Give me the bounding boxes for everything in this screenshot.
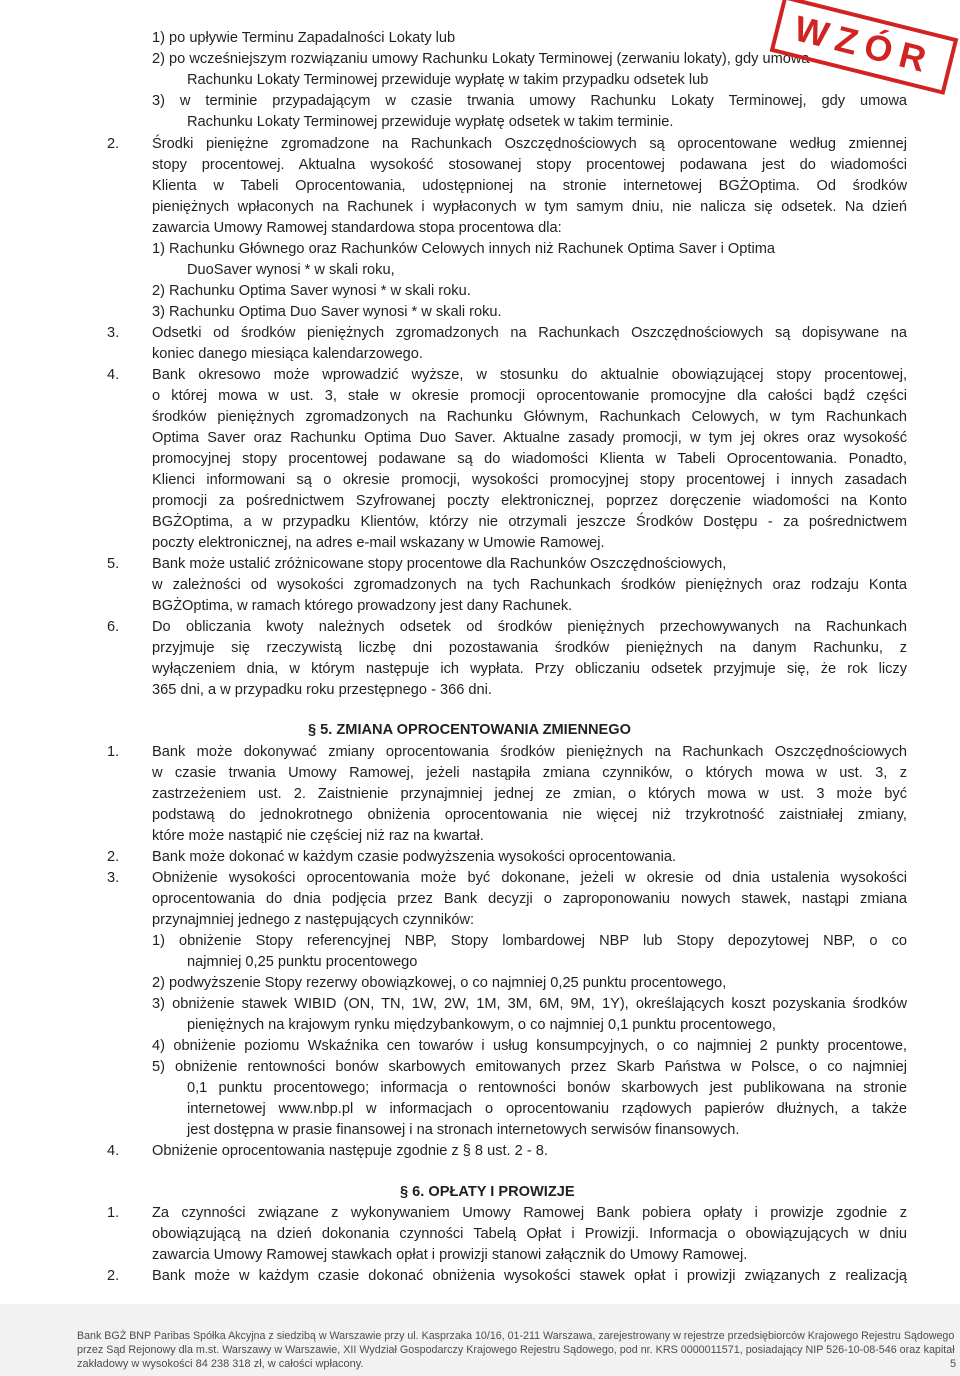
paragraph-line: które może nastąpić nie częściej niż raz na kwartał. [152, 828, 484, 844]
paragraph-line: w czasie trwania Umowy Ramowej, jeżeli nastąpiła zmiana czynników, o których mowa w ust. 3, z [152, 765, 907, 781]
paragraph-number: 4. [107, 1143, 120, 1159]
paragraph-line: Bank może dokonać w każdym czasie podwyższenia wysokości oprocentowania. [152, 849, 677, 865]
paragraph-line: zawarcia Umowy Ramowej stawkach opłat i prowizji stanowi załącznik do Umowy Ramowej. [152, 1247, 748, 1263]
paragraph-line: Odsetki od środków pieniężnych zgromadzonych na Rachunkach Oszczędnościowych są dopisywane na [152, 325, 907, 341]
list-item-continuation: jest dostępna w prasie finansowej i na stronach internetowych serwisów finansowych. [187, 1122, 740, 1138]
list-item: 1) obniżenie Stopy referencyjnej NBP, Stopy lombardowej NBP lub Stopy depozytowej NBP, o co [152, 933, 907, 949]
list-item-continuation: pieniężnych na krajowym rynku międzybankowym, o co najmniej 0,1 punktu procentowego, [187, 1017, 776, 1033]
paragraph-number: 2. [107, 136, 120, 152]
paragraph-line: zawarcia Umowy Ramowej standardowa stopa procentowa dla: [152, 220, 562, 236]
paragraph-number: 1. [107, 744, 120, 760]
paragraph-line: 365 dni, a w przypadku roku przestępnego - 366 dni. [152, 682, 492, 698]
paragraph-number: 3. [107, 870, 120, 886]
list-item: 1) po upływie Terminu Zapadalności Lokaty lub [152, 30, 456, 46]
paragraph-line: oprocentowania do dnia podjęcia przez Bank decyzji o zaproponowaniu nowych stawek, nastąpi zmiana [152, 891, 907, 907]
list-item-continuation: internetowej www.nbp.pl w informacjach o oprocentowaniu rządowych papierów dłużnych, a także [187, 1101, 907, 1117]
paragraph-number: 2. [107, 1268, 120, 1284]
paragraph-line: Środki pieniężne zgromadzone na Rachunkach Oszczędnościowych są oprocentowane według zmiennej [152, 136, 907, 152]
paragraph-line: Obniżenie wysokości oprocentowania może być dokonane, jeżeli w okresie od dnia ustalenia wysokości [152, 870, 907, 886]
paragraph-line: poczty elektronicznej, na adres e-mail wskazany w Umowie Ramowej. [152, 535, 605, 551]
paragraph-line: w zależności od wysokości zgromadzonych na tych Rachunkach środków pieniężnych oraz rodzaju Konta [152, 577, 907, 593]
paragraph-line: Klienta w Tabeli Oprocentowania, udostępnionej na stronie internetowej BGŻOptima. Od środków [152, 178, 907, 194]
list-item: 2) podwyższenie Stopy rezerwy obowiązkowej, o co najmniej 0,25 punktu procentowego, [152, 975, 727, 991]
list-item-continuation: DuoSaver wynosi * w skali roku, [187, 262, 395, 278]
paragraph-line: promocyjnej stopy procentowej podawane są do wiadomości Klienta w Tabeli Oprocentowania. Ponadto, [152, 451, 907, 467]
stamp-text: WZÓR [790, 7, 938, 82]
list-item: 1) Rachunku Głównego oraz Rachunków Celowych innych niż Rachunek Optima Saver i Optima [152, 241, 775, 257]
list-item: 3) Rachunku Optima Duo Saver wynosi * w skali roku. [152, 304, 502, 320]
section-heading: § 6. OPŁATY I PROWIZJE [400, 1184, 575, 1200]
list-item: 2) po wcześniejszym rozwiązaniu umowy Rachunku Lokaty Terminowej (zerwaniu lokaty), gdy umowa [152, 51, 810, 67]
paragraph-line: stopy procentowej. Aktualna wysokość stosowanej stopy procentowej podawana jest do wiadomości [152, 157, 907, 173]
paragraph-number: 3. [107, 325, 120, 341]
paragraph-line: koniec danego miesiąca kalendarzowego. [152, 346, 423, 362]
paragraph-number: 5. [107, 556, 120, 572]
footer-line: Bank BGŻ BNP Paribas Spółka Akcyjna z siedzibą w Warszawie przy ul. Kasprzaka 10/16, 01-211 Warszawa, zarejestrowany w rejestrze przedsiębiorców Krajowego Rejestru Sądowego [77, 1330, 955, 1342]
list-item-continuation: 0,1 punktu procentowego; informacja o rentowności bonów skarbowych jest publikowana na stronie [187, 1080, 907, 1096]
paragraph-line: pieniężnych wpłaconych na Rachunek i wypłaconych w tym samym dniu, nie nalicza się odsetek. Na dzień [152, 199, 907, 215]
paragraph-line: Do obliczania kwoty należnych odsetek od środków pieniężnych przechowywanych na Rachunkach [152, 619, 907, 635]
paragraph-line: Obniżenie oprocentowania następuje zgodnie z § 8 ust. 2 - 8. [152, 1143, 548, 1159]
paragraph-line: przynajmniej jednego z następujących czynników: [152, 912, 475, 928]
list-item: 3) obniżenie stawek WIBID (ON, TN, 1W, 2W, 1M, 3M, 6M, 9M, 1Y), określających koszt pozyskania środków [152, 996, 907, 1012]
paragraph-line: obowiązującą na dzień dokonania czynności Tabelą Opłat i Prowizji. Informacja o obowiązujących w dniu [152, 1226, 907, 1242]
paragraph-line: Klienci informowani są o okresie promocji, wysokości promocyjnej stopy procentowej i innych zasadach [152, 472, 907, 488]
page-number: 5 [950, 1358, 957, 1370]
paragraph-line: Bank okresowo może wprowadzić wyższe, w stosunku do aktualnie obowiązującej stopy procentowej, [152, 367, 907, 383]
paragraph-line: promocji za pośrednictwem Szyfrowanej poczty elektronicznej, poprzez doręczenie wiadomości na Konto [152, 493, 907, 509]
list-item: 2) Rachunku Optima Saver wynosi * w skali roku. [152, 283, 471, 299]
paragraph-line: Za czynności związane z wykonywaniem Umowy Ramowej Bank pobiera opłaty i prowizje zgodnie z [152, 1205, 907, 1221]
paragraph-line: BGŻOptima, a w przypadku Klientów, którzy nie otrzymali jeszcze Środków Dostępu - za pośrednictwem [152, 514, 907, 530]
paragraph-line: przyjmuje się rzeczywistą liczbę dni pozostawania środków pieniężnych na danym Rachunku, z [152, 640, 907, 656]
list-item: 5) obniżenie rentowności bonów skarbowych emitowanych przez Skarb Państwa w Polsce, o co najmniej [152, 1059, 907, 1075]
footer-line: zakładowy w wysokości 84 238 318 zł, w całości wpłacony. [77, 1358, 364, 1370]
paragraph-number: 6. [107, 619, 120, 635]
wzor-stamp [770, 0, 959, 95]
paragraph-line: Bank może w każdym czasie dokonać obniżenia wysokości stawek opłat i prowizji związanych z realizacją [152, 1268, 907, 1284]
paragraph-number: 4. [107, 367, 120, 383]
list-item-continuation: najmniej 0,25 punktu procentowego [187, 954, 418, 970]
list-item-continuation: Rachunku Lokaty Terminowej przewiduje wypłatę w takim przypadku odsetek lub [187, 72, 709, 88]
paragraph-line: Optima Saver oraz Rachunku Optima Duo Saver. Aktualne zasady promocji, w tym jej okres oraz wysokość [152, 430, 907, 446]
list-item-continuation: Rachunku Lokaty Terminowej przewiduje wypłatę odsetek w takim terminie. [187, 114, 674, 130]
paragraph-line: BGŻOptima, w ramach którego prowadzony jest dany Rachunek. [152, 598, 573, 614]
paragraph-line: zastrzeżeniem ust. 2. Zaistnienie przynajmniej jednej ze zmian, o których mowa w ust. 3 może być [152, 786, 907, 802]
paragraph-line: Bank może ustalić zróżnicowane stopy procentowe dla Rachunków Oszczędnościowych, [152, 556, 727, 572]
list-item: 4) obniżenie poziomu Wskaźnika cen towarów i usług konsumpcyjnych, o co najmniej 2 punkty procentowe, [152, 1038, 907, 1054]
list-item: 3) w terminie przypadającym w czasie trwania umowy Rachunku Lokaty Terminowej, gdy umowa [152, 93, 907, 109]
paragraph-line: Bank może dokonywać zmiany oprocentowania środków pieniężnych na Rachunkach Oszczędnościowych [152, 744, 907, 760]
section-heading: § 5. ZMIANA OPROCENTOWANIA ZMIENNEGO [308, 722, 631, 738]
paragraph-line: wyłączeniem dnia, w którym następuje ich wypłata. Przy obliczaniu odsetek przyjmuje się, że rok liczy [152, 661, 907, 677]
paragraph-line: środków pieniężnych zgromadzonych na Rachunku Głównym, Rachunkach Celowych, w tym Rachunkach [152, 409, 907, 425]
paragraph-line: podstawą do jednokrotnego obniżenia oprocentowania nie więcej niż trzykrotność zaistniałej zmiany, [152, 807, 907, 823]
footer-line: przez Sąd Rejonowy dla m.st. Warszawy w Warszawie, XII Wydział Gospodarczy Krajowego Rejestru Sądowego, pod nr. KRS 0000011571, posiadający NIP 526-10-08-546 oraz kapitał [77, 1344, 955, 1356]
paragraph-number: 2. [107, 849, 120, 865]
paragraph-line: o której mowa w ust. 3, stałe w okresie promocji oprocentowanie promocyjne dla całości bądź części [152, 388, 907, 404]
paragraph-number: 1. [107, 1205, 120, 1221]
